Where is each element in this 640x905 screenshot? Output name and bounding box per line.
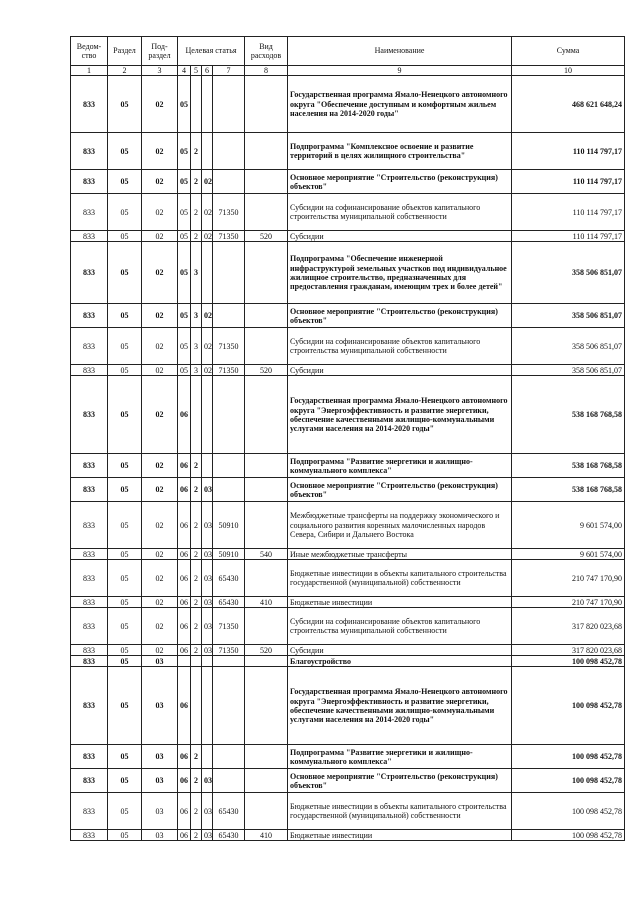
cell-sum: 100 098 452,78 <box>512 769 625 793</box>
column-number: 3 <box>142 66 178 76</box>
cell-name: Субсидии на софинансирование объектов капитального строительства муниципальной собственности <box>288 328 512 365</box>
cell-vedomstvo: 833 <box>71 645 108 656</box>
cell-target-activity: 03 <box>202 830 213 841</box>
cell-name: Государственная программа Ямало-Ненецкого автономного округа "Энергоэффективность и развитие энергетики, обеспечение качественными жилищно-коммунальными услугами населения на 2014-2020 годы" <box>288 376 512 454</box>
cell-target-subprogram: 3 <box>191 304 202 328</box>
cell-target-activity <box>202 745 213 769</box>
cell-target-direction: 71350 <box>213 328 245 365</box>
table-row <box>71 76 625 133</box>
cell-sum: 358 506 851,07 <box>512 365 625 376</box>
cell-razdel: 05 <box>108 645 142 656</box>
cell-podrazdel: 02 <box>142 76 178 133</box>
cell-target-subprogram <box>191 76 202 133</box>
cell-target-direction: 71350 <box>213 365 245 376</box>
cell-target-direction <box>213 667 245 745</box>
table-row <box>71 231 625 242</box>
cell-name: Подпрограмма "Развитие энергетики и жилищно-коммунального комплекса" <box>288 745 512 769</box>
cell-name: Основное мероприятие "Строительство (реконструкция) объектов" <box>288 769 512 793</box>
table-row <box>71 830 625 841</box>
column-number: 8 <box>245 66 288 76</box>
table-row <box>71 769 625 793</box>
cell-name: Подпрограмма "Комплексное освоение и развитие территорий в целях жилищного строительства" <box>288 133 512 170</box>
cell-vedomstvo: 833 <box>71 667 108 745</box>
cell-expense-type <box>245 304 288 328</box>
cell-target-activity: 02 <box>202 328 213 365</box>
cell-podrazdel: 02 <box>142 608 178 645</box>
cell-target-program: 06 <box>178 745 191 769</box>
cell-name: Субсидии <box>288 231 512 242</box>
column-number: 10 <box>512 66 625 76</box>
cell-expense-type <box>245 656 288 667</box>
cell-target-direction <box>213 170 245 194</box>
cell-podrazdel: 02 <box>142 502 178 549</box>
cell-target-subprogram: 2 <box>191 454 202 478</box>
cell-name: Иные межбюджетные трансферты <box>288 549 512 560</box>
cell-expense-type <box>245 745 288 769</box>
cell-name: Бюджетные инвестиции в объекты капитального строительства государственной (муниципальной) собственности <box>288 560 512 597</box>
cell-expense-type <box>245 454 288 478</box>
cell-target-subprogram: 2 <box>191 793 202 830</box>
cell-sum: 538 168 768,58 <box>512 454 625 478</box>
cell-target-activity: 03 <box>202 597 213 608</box>
cell-target-subprogram: 2 <box>191 231 202 242</box>
table-row <box>71 597 625 608</box>
cell-target-subprogram <box>191 656 202 667</box>
cell-sum: 210 747 170,90 <box>512 597 625 608</box>
cell-name: Подпрограмма "Обеспечение инженерной инфраструктурой земельных участков под индивидуальное жилищное строительство, предназначенных для предоставления гражданам, имеющим трех и более детей" <box>288 242 512 304</box>
cell-target-direction: 65430 <box>213 830 245 841</box>
cell-expense-type: 520 <box>245 365 288 376</box>
cell-expense-type: 520 <box>245 231 288 242</box>
cell-target-program: 05 <box>178 170 191 194</box>
cell-sum: 100 098 452,78 <box>512 745 625 769</box>
cell-podrazdel: 03 <box>142 769 178 793</box>
budget-table <box>70 36 625 841</box>
column-number: 1 <box>71 66 108 76</box>
table-row <box>71 376 625 454</box>
cell-target-activity <box>202 242 213 304</box>
cell-target-activity <box>202 376 213 454</box>
cell-sum: 317 820 023,68 <box>512 608 625 645</box>
cell-target-program: 05 <box>178 242 191 304</box>
cell-razdel: 05 <box>108 194 142 231</box>
table-row <box>71 793 625 830</box>
cell-target-direction <box>213 478 245 502</box>
cell-vedomstvo: 833 <box>71 830 108 841</box>
cell-podrazdel: 03 <box>142 793 178 830</box>
column-number: 7 <box>213 66 245 76</box>
cell-target-program: 06 <box>178 560 191 597</box>
cell-razdel: 05 <box>108 478 142 502</box>
cell-razdel: 05 <box>108 830 142 841</box>
cell-vedomstvo: 833 <box>71 133 108 170</box>
cell-expense-type <box>245 769 288 793</box>
cell-target-program: 06 <box>178 454 191 478</box>
cell-target-direction: 50910 <box>213 549 245 560</box>
cell-podrazdel: 02 <box>142 454 178 478</box>
cell-vedomstvo: 833 <box>71 365 108 376</box>
cell-sum: 9 601 574,00 <box>512 549 625 560</box>
table-row <box>71 608 625 645</box>
column-number: 4 <box>178 66 191 76</box>
cell-sum: 358 506 851,07 <box>512 328 625 365</box>
cell-vedomstvo: 833 <box>71 231 108 242</box>
cell-name: Бюджетные инвестиции в объекты капитального строительства государственной (муниципальной) собственности <box>288 793 512 830</box>
cell-sum: 9 601 574,00 <box>512 502 625 549</box>
cell-target-direction: 50910 <box>213 502 245 549</box>
cell-target-activity: 03 <box>202 769 213 793</box>
cell-podrazdel: 02 <box>142 304 178 328</box>
cell-target-activity <box>202 656 213 667</box>
cell-vedomstvo: 833 <box>71 76 108 133</box>
cell-podrazdel: 02 <box>142 170 178 194</box>
cell-target-program: 06 <box>178 769 191 793</box>
cell-name: Субсидии <box>288 645 512 656</box>
cell-target-direction: 71350 <box>213 194 245 231</box>
cell-expense-type <box>245 328 288 365</box>
cell-target-subprogram: 2 <box>191 502 202 549</box>
cell-vedomstvo: 833 <box>71 597 108 608</box>
cell-target-program: 06 <box>178 549 191 560</box>
cell-target-program: 06 <box>178 667 191 745</box>
cell-target-direction <box>213 76 245 133</box>
cell-podrazdel: 02 <box>142 478 178 502</box>
cell-podrazdel: 02 <box>142 560 178 597</box>
table-row <box>71 454 625 478</box>
cell-name: Государственная программа Ямало-Ненецкого автономного округа "Энергоэффективность и развитие энергетики, обеспечение качественными жилищно-коммунальными услугами населения на 2014-2020 годы" <box>288 667 512 745</box>
cell-podrazdel: 02 <box>142 133 178 170</box>
cell-target-program: 05 <box>178 76 191 133</box>
cell-expense-type <box>245 560 288 597</box>
header-vedomstvo: Ведом-ство <box>71 37 108 66</box>
cell-sum: 468 621 648,24 <box>512 76 625 133</box>
cell-vedomstvo: 833 <box>71 745 108 769</box>
cell-expense-type <box>245 376 288 454</box>
cell-target-subprogram: 2 <box>191 478 202 502</box>
cell-target-subprogram: 2 <box>191 830 202 841</box>
cell-target-activity <box>202 76 213 133</box>
cell-razdel: 05 <box>108 76 142 133</box>
cell-razdel: 05 <box>108 170 142 194</box>
cell-target-activity: 02 <box>202 365 213 376</box>
cell-podrazdel: 03 <box>142 656 178 667</box>
cell-target-program: 05 <box>178 194 191 231</box>
table-row <box>71 549 625 560</box>
cell-vedomstvo: 833 <box>71 194 108 231</box>
cell-sum: 100 098 452,78 <box>512 667 625 745</box>
cell-target-direction <box>213 133 245 170</box>
cell-sum: 110 114 797,17 <box>512 170 625 194</box>
header-podrazdel: Под-раздел <box>142 37 178 66</box>
cell-vedomstvo: 833 <box>71 549 108 560</box>
cell-target-activity <box>202 667 213 745</box>
cell-target-subprogram: 2 <box>191 608 202 645</box>
cell-target-program: 06 <box>178 793 191 830</box>
cell-razdel: 05 <box>108 242 142 304</box>
cell-target-activity <box>202 454 213 478</box>
cell-expense-type <box>245 194 288 231</box>
cell-podrazdel: 02 <box>142 231 178 242</box>
cell-target-subprogram: 2 <box>191 769 202 793</box>
cell-target-direction <box>213 745 245 769</box>
cell-razdel: 05 <box>108 376 142 454</box>
cell-target-subprogram <box>191 376 202 454</box>
cell-target-program: 06 <box>178 478 191 502</box>
cell-podrazdel: 03 <box>142 830 178 841</box>
cell-target-program: 05 <box>178 231 191 242</box>
cell-expense-type <box>245 478 288 502</box>
cell-name: Субсидии на софинансирование объектов капитального строительства муниципальной собственности <box>288 194 512 231</box>
cell-target-subprogram: 2 <box>191 597 202 608</box>
cell-target-activity: 03 <box>202 502 213 549</box>
cell-sum: 100 098 452,78 <box>512 793 625 830</box>
table-row <box>71 502 625 549</box>
cell-target-program: 06 <box>178 597 191 608</box>
cell-target-subprogram: 2 <box>191 745 202 769</box>
cell-podrazdel: 03 <box>142 745 178 769</box>
cell-name: Межбюджетные трансферты на поддержку экономического и социального развития коренных малочисленных народов Севера, Сибири и Дальнего Востока <box>288 502 512 549</box>
cell-name: Субсидии на софинансирование объектов капитального строительства муниципальной собственности <box>288 608 512 645</box>
table-row <box>71 645 625 656</box>
cell-target-direction <box>213 656 245 667</box>
cell-razdel: 05 <box>108 667 142 745</box>
cell-target-activity: 02 <box>202 170 213 194</box>
column-number: 9 <box>288 66 512 76</box>
cell-target-program: 05 <box>178 328 191 365</box>
cell-target-subprogram: 2 <box>191 133 202 170</box>
table-row <box>71 656 625 667</box>
cell-target-subprogram: 2 <box>191 560 202 597</box>
cell-sum: 100 098 452,78 <box>512 656 625 667</box>
cell-expense-type <box>245 608 288 645</box>
cell-target-program: 05 <box>178 304 191 328</box>
cell-name: Субсидии <box>288 365 512 376</box>
table-row <box>71 170 625 194</box>
cell-sum: 210 747 170,90 <box>512 560 625 597</box>
cell-razdel: 05 <box>108 793 142 830</box>
cell-podrazdel: 02 <box>142 242 178 304</box>
cell-target-activity <box>202 133 213 170</box>
cell-name: Подпрограмма "Развитие энергетики и жилищно-коммунального комплекса" <box>288 454 512 478</box>
cell-vedomstvo: 833 <box>71 560 108 597</box>
cell-target-subprogram: 2 <box>191 194 202 231</box>
cell-expense-type <box>245 793 288 830</box>
cell-expense-type <box>245 76 288 133</box>
cell-razdel: 05 <box>108 597 142 608</box>
cell-expense-type <box>245 502 288 549</box>
column-number-row <box>71 66 625 76</box>
cell-vedomstvo: 833 <box>71 328 108 365</box>
cell-sum: 538 168 768,58 <box>512 376 625 454</box>
cell-target-direction <box>213 304 245 328</box>
cell-name: Государственная программа Ямало-Ненецкого автономного округа "Обеспечение доступным и комфортным жильем населения на 2014-2020 годы" <box>288 76 512 133</box>
cell-podrazdel: 02 <box>142 597 178 608</box>
cell-sum: 110 114 797,17 <box>512 194 625 231</box>
cell-target-program: 06 <box>178 645 191 656</box>
cell-razdel: 05 <box>108 133 142 170</box>
column-number: 6 <box>202 66 213 76</box>
cell-vedomstvo: 833 <box>71 656 108 667</box>
cell-vedomstvo: 833 <box>71 502 108 549</box>
cell-target-direction: 65430 <box>213 560 245 597</box>
cell-target-program: 06 <box>178 608 191 645</box>
cell-sum: 317 820 023,68 <box>512 645 625 656</box>
cell-sum: 110 114 797,17 <box>512 231 625 242</box>
cell-sum: 100 098 452,78 <box>512 830 625 841</box>
cell-target-direction <box>213 454 245 478</box>
cell-razdel: 05 <box>108 502 142 549</box>
table-body <box>71 76 625 841</box>
cell-target-program: 06 <box>178 376 191 454</box>
cell-razdel: 05 <box>108 656 142 667</box>
cell-podrazdel: 02 <box>142 376 178 454</box>
cell-podrazdel: 02 <box>142 645 178 656</box>
cell-target-program <box>178 656 191 667</box>
cell-target-subprogram: 3 <box>191 328 202 365</box>
table-row <box>71 745 625 769</box>
cell-razdel: 05 <box>108 745 142 769</box>
cell-target-subprogram <box>191 667 202 745</box>
header-sum: Сумма <box>512 37 625 66</box>
cell-target-direction <box>213 376 245 454</box>
cell-vedomstvo: 833 <box>71 376 108 454</box>
cell-name: Бюджетные инвестиции <box>288 830 512 841</box>
cell-expense-type: 410 <box>245 597 288 608</box>
cell-target-program: 05 <box>178 365 191 376</box>
table-row <box>71 478 625 502</box>
cell-target-activity: 03 <box>202 478 213 502</box>
cell-razdel: 05 <box>108 328 142 365</box>
cell-vedomstvo: 833 <box>71 793 108 830</box>
cell-razdel: 05 <box>108 769 142 793</box>
table-row <box>71 133 625 170</box>
cell-podrazdel: 02 <box>142 365 178 376</box>
header-row <box>71 37 625 66</box>
table-row <box>71 365 625 376</box>
cell-vedomstvo: 833 <box>71 608 108 645</box>
cell-razdel: 05 <box>108 560 142 597</box>
table-row <box>71 328 625 365</box>
cell-razdel: 05 <box>108 608 142 645</box>
cell-target-direction: 71350 <box>213 608 245 645</box>
cell-vedomstvo: 833 <box>71 478 108 502</box>
cell-target-direction <box>213 769 245 793</box>
cell-razdel: 05 <box>108 365 142 376</box>
header-name: Наименование <box>288 37 512 66</box>
cell-razdel: 05 <box>108 231 142 242</box>
cell-target-direction: 71350 <box>213 645 245 656</box>
header-target-article: Целевая статья <box>178 37 245 66</box>
table-row <box>71 667 625 745</box>
cell-target-activity: 03 <box>202 560 213 597</box>
cell-target-subprogram: 2 <box>191 549 202 560</box>
cell-razdel: 05 <box>108 304 142 328</box>
header-razdel: Раздел <box>108 37 142 66</box>
cell-expense-type <box>245 170 288 194</box>
cell-vedomstvo: 833 <box>71 454 108 478</box>
cell-expense-type <box>245 133 288 170</box>
cell-target-subprogram: 2 <box>191 645 202 656</box>
cell-target-program: 06 <box>178 830 191 841</box>
cell-target-subprogram: 3 <box>191 365 202 376</box>
cell-expense-type: 520 <box>245 645 288 656</box>
table-row <box>71 304 625 328</box>
cell-razdel: 05 <box>108 454 142 478</box>
cell-target-direction: 65430 <box>213 597 245 608</box>
cell-name: Благоустройство <box>288 656 512 667</box>
cell-name: Основное мероприятие "Строительство (реконструкция) объектов" <box>288 478 512 502</box>
cell-vedomstvo: 833 <box>71 304 108 328</box>
cell-target-activity: 02 <box>202 194 213 231</box>
cell-vedomstvo: 833 <box>71 769 108 793</box>
column-number: 2 <box>108 66 142 76</box>
cell-sum: 538 168 768,58 <box>512 478 625 502</box>
cell-expense-type <box>245 667 288 745</box>
cell-name: Бюджетные инвестиции <box>288 597 512 608</box>
cell-name: Основное мероприятие "Строительство (реконструкция) объектов" <box>288 170 512 194</box>
cell-expense-type: 540 <box>245 549 288 560</box>
cell-sum: 110 114 797,17 <box>512 133 625 170</box>
cell-target-activity: 03 <box>202 608 213 645</box>
cell-podrazdel: 02 <box>142 328 178 365</box>
cell-target-activity: 02 <box>202 304 213 328</box>
cell-podrazdel: 03 <box>142 667 178 745</box>
cell-target-subprogram: 2 <box>191 170 202 194</box>
table-row <box>71 242 625 304</box>
cell-name: Основное мероприятие "Строительство (реконструкция) объектов" <box>288 304 512 328</box>
table-row <box>71 560 625 597</box>
cell-target-direction <box>213 242 245 304</box>
cell-vedomstvo: 833 <box>71 170 108 194</box>
cell-target-subprogram: 3 <box>191 242 202 304</box>
cell-target-activity: 03 <box>202 793 213 830</box>
cell-target-direction: 65430 <box>213 793 245 830</box>
cell-target-activity: 03 <box>202 645 213 656</box>
cell-expense-type: 410 <box>245 830 288 841</box>
cell-podrazdel: 02 <box>142 194 178 231</box>
cell-sum: 358 506 851,07 <box>512 242 625 304</box>
cell-target-direction: 71350 <box>213 231 245 242</box>
cell-sum: 358 506 851,07 <box>512 304 625 328</box>
table-row <box>71 194 625 231</box>
header-expense-type: Вид расходов <box>245 37 288 66</box>
cell-target-activity: 03 <box>202 549 213 560</box>
cell-expense-type <box>245 242 288 304</box>
cell-razdel: 05 <box>108 549 142 560</box>
cell-vedomstvo: 833 <box>71 242 108 304</box>
cell-target-activity: 02 <box>202 231 213 242</box>
column-number: 5 <box>191 66 202 76</box>
cell-target-program: 06 <box>178 502 191 549</box>
cell-target-program: 05 <box>178 133 191 170</box>
cell-podrazdel: 02 <box>142 549 178 560</box>
